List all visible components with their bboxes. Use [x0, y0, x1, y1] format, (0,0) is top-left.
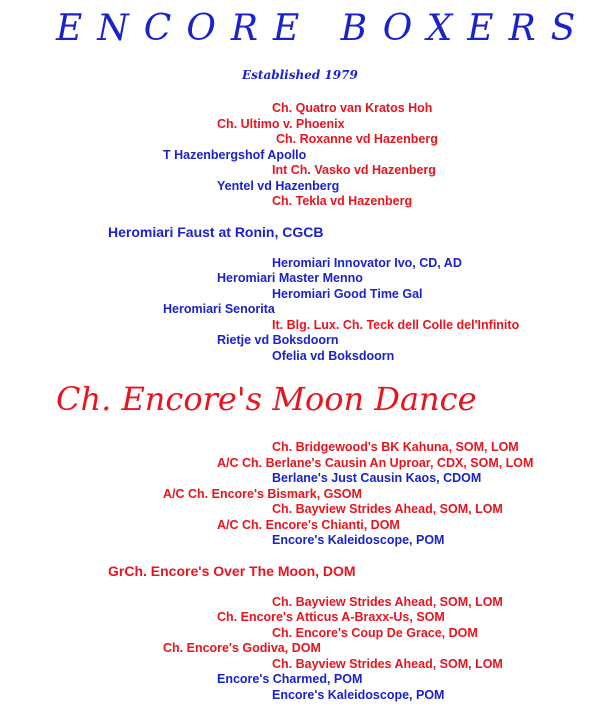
- pedigree-line: Ch. Bayview Strides Ahead, SOM, LOM: [272, 502, 503, 516]
- pedigree-line: Ch. Bayview Strides Ahead, SOM, LOM: [272, 657, 503, 671]
- kennel-title: ENCORE BOXERS: [56, 8, 591, 49]
- pedigree-line: It. Blg. Lux. Ch. Teck dell Colle del'Infinito: [272, 318, 520, 332]
- pedigree-line: Berlane's Just Causin Kaos, CDOM: [272, 471, 482, 485]
- pedigree-line: Ch. Tekla vd Hazenberg: [272, 194, 413, 208]
- sire-name: Heromiari Faust at Ronin, CGCB: [108, 224, 324, 240]
- pedigree-line: Ch. Encore's Godiva, DOM: [163, 641, 321, 655]
- pedigree-line: Heromiari Senorita: [163, 302, 275, 316]
- established-caption: Established 1979: [242, 68, 358, 82]
- pedigree-line: Ofelia vd Boksdoorn: [272, 349, 395, 363]
- pedigree-line: Ch. Encore's Atticus A-Braxx-Us, SOM: [217, 610, 445, 624]
- pedigree-line: Ch. Quatro van Kratos Hoh: [272, 101, 433, 115]
- pedigree-line: Yentel vd Hazenberg: [217, 179, 340, 193]
- pedigree-line: A/C Ch. Encore's Bismark, GSOM: [163, 487, 362, 501]
- pedigree-line: Encore's Charmed, POM: [217, 672, 363, 686]
- pedigree-line: Encore's Kaleidoscope, POM: [272, 533, 445, 547]
- pedigree-line: Ch. Roxanne vd Hazenberg: [276, 132, 438, 146]
- pedigree-line: A/C Ch. Berlane's Causin An Uproar, CDX, SOM, LOM: [217, 456, 534, 470]
- pedigree-line: Heromiari Good Time Gal: [272, 287, 423, 301]
- pedigree-line: Encore's Kaleidoscope, POM: [272, 688, 445, 702]
- pedigree-line: Heromiari Innovator Ivo, CD, AD: [272, 256, 462, 270]
- pedigree-line: Ch. Bridgewood's BK Kahuna, SOM, LOM: [272, 440, 519, 454]
- pedigree-line: Int Ch. Vasko vd Hazenberg: [272, 163, 436, 177]
- pedigree-line: Ch. Ultimo v. Phoenix: [217, 117, 345, 131]
- pedigree-line: Ch. Bayview Strides Ahead, SOM, LOM: [272, 595, 503, 609]
- pedigree-line: Ch. Encore's Coup De Grace, DOM: [272, 626, 478, 640]
- pedigree-line: T Hazenbergshof Apollo: [163, 148, 307, 162]
- dam-name: GrCh. Encore's Over The Moon, DOM: [108, 563, 356, 579]
- pedigree-line: Heromiari Master Menno: [217, 271, 363, 285]
- pedigree-line: A/C Ch. Encore's Chianti, DOM: [217, 518, 400, 532]
- pedigree-line: Rietje vd Boksdoorn: [217, 333, 339, 347]
- featured-dog-name: Ch. Encore's Moon Dance: [56, 380, 477, 418]
